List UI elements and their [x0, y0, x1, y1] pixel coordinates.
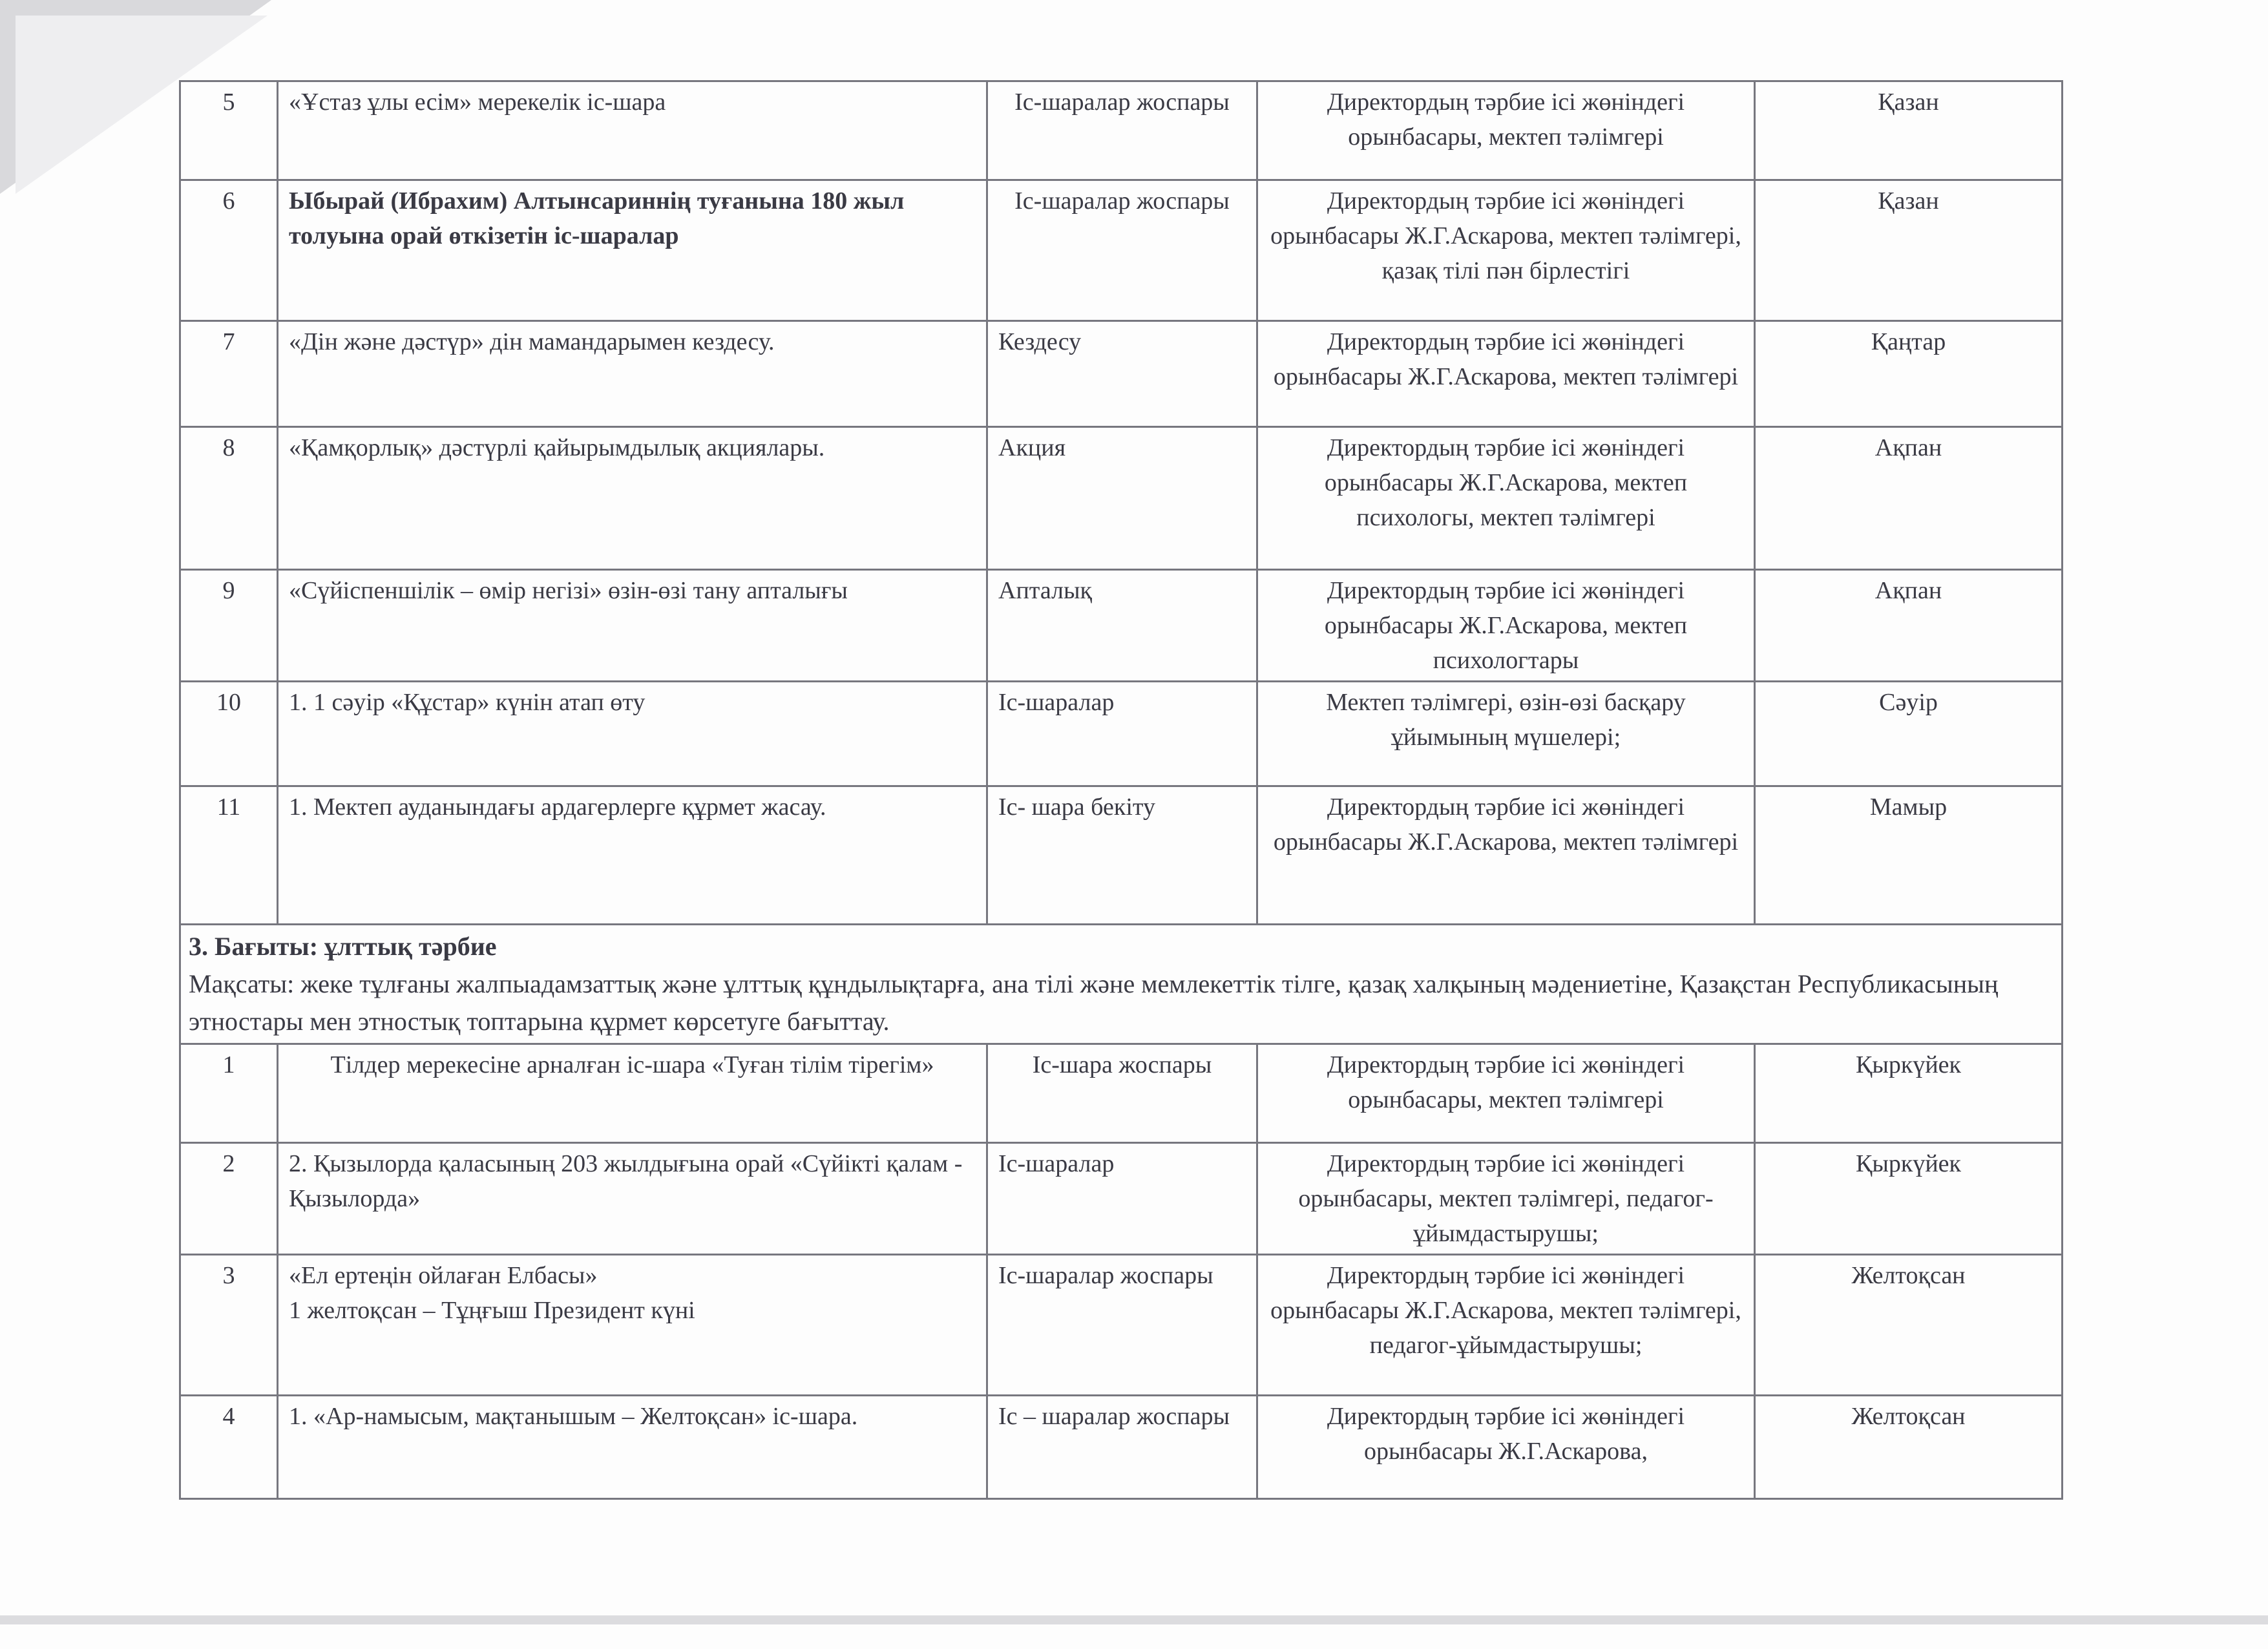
event-form: Іс-шаралар [987, 1143, 1257, 1255]
event-month: Сәуір [1755, 682, 2063, 786]
event-name: «Ұстаз ұлы есім» мерекелік іс-шара [278, 81, 987, 180]
event-name: «Қамқорлық» дәстүрлі қайырымдылық акциялары. [278, 427, 987, 570]
row-number: 10 [180, 682, 278, 786]
row-number: 3 [180, 1255, 278, 1396]
responsible: Мектеп тәлімгері, өзін-өзі басқару ұйымының мүшелері; [1257, 682, 1755, 786]
row-number: 6 [180, 180, 278, 321]
event-month: Мамыр [1755, 786, 2063, 925]
event-name: «Ел ертеңін ойлаған Елбасы» 1 желтоқсан – Тұңғыш Президент күні [278, 1255, 987, 1396]
event-form: Апталық [987, 570, 1257, 682]
scan-edge [0, 1615, 2268, 1624]
responsible: Директордың тәрбие ісі жөніндегі орынбасары Ж.Г.Аскарова, мектеп психологтары [1257, 570, 1755, 682]
table-row [180, 81, 2063, 180]
row-number: 7 [180, 321, 278, 427]
responsible: Директордың тәрбие ісі жөніндегі орынбасары, мектеп тәлімгері, педагог-ұйымдастырушы; [1257, 1143, 1755, 1255]
event-month: Қазан [1755, 81, 2063, 180]
event-month: Қазан [1755, 180, 2063, 321]
event-month: Ақпан [1755, 427, 2063, 570]
event-month: Желтоқсан [1755, 1396, 2063, 1499]
event-month: Қыркүйек [1755, 1143, 2063, 1255]
table-row [180, 1255, 2063, 1396]
event-form: Іс-шаралар жоспары [987, 81, 1257, 180]
responsible: Директордың тәрбие ісі жөніндегі орынбасары Ж.Г.Аскарова, мектеп тәлімгері [1257, 786, 1755, 925]
row-number: 11 [180, 786, 278, 925]
event-name: Тілдер мерекесіне арналған іс-шара «Туған тілім тірегім» [278, 1044, 987, 1143]
event-form: Іс-шаралар жоспары [987, 1255, 1257, 1396]
row-number: 5 [180, 81, 278, 180]
responsible: Директордың тәрбие ісі жөніндегі орынбасары, мектеп тәлімгері [1257, 81, 1755, 180]
responsible: Директордың тәрбие ісі жөніндегі орынбасары Ж.Г.Аскарова, мектеп психологы, мектеп тәлімгері [1257, 427, 1755, 570]
table-row [180, 1143, 2063, 1255]
table-row [180, 682, 2063, 786]
table-row [180, 180, 2063, 321]
section-row [180, 925, 2063, 1044]
row-number: 9 [180, 570, 278, 682]
table-row [180, 1396, 2063, 1499]
row-number: 2 [180, 1143, 278, 1255]
responsible: Директордың тәрбие ісі жөніндегі орынбасары, мектеп тәлімгері [1257, 1044, 1755, 1143]
event-name: «Дін және дәстүр» дін мамандарымен кездесу. [278, 321, 987, 427]
table-row [180, 321, 2063, 427]
responsible: Директордың тәрбие ісі жөніндегі орынбасары Ж.Г.Аскарова, [1257, 1396, 1755, 1499]
event-form: Акция [987, 427, 1257, 570]
table-row [180, 570, 2063, 682]
row-number: 8 [180, 427, 278, 570]
events-table [179, 80, 2063, 1500]
event-name: 1. «Ар-намысым, мақтанышым – Желтоқсан» іс-шара. [278, 1396, 987, 1499]
event-form: Кездесу [987, 321, 1257, 427]
event-form: Іс – шаралар жоспары [987, 1396, 1257, 1499]
table-row [180, 1044, 2063, 1143]
table-row [180, 427, 2063, 570]
responsible: Директордың тәрбие ісі жөніндегі орынбасары Ж.Г.Аскарова, мектеп тәлімгері, педагог-ұйымдастырушы; [1257, 1255, 1755, 1396]
event-name: 2. Қызылорда қаласының 203 жылдығына орай «Сүйікті қалам - Қызылорда» [278, 1143, 987, 1255]
table-row [180, 786, 2063, 925]
event-name: 1. 1 сәуір «Құстар» күнін атап өту [278, 682, 987, 786]
event-month: Желтоқсан [1755, 1255, 2063, 1396]
section-goal: Мақсаты: жеке тұлғаны жалпыадамзаттық және ұлттық құндылықтарға, ана тілі және мемлекеттік тілге, қазақ халқының мәдениетіне, Қазақстан Республикасының этностары мен этностық топтарына құрмет көрсетуге бағыттау. [189, 969, 1999, 1036]
row-number: 4 [180, 1396, 278, 1499]
row-number: 1 [180, 1044, 278, 1143]
event-form: Іс-шаралар жоспары [987, 180, 1257, 321]
event-month: Қыркүйек [1755, 1044, 2063, 1143]
event-form: Іс-шаралар [987, 682, 1257, 786]
event-name: Ыбырай (Ибрахим) Алтынсариннің туғанына 180 жыл толуына орай өткізетін іс-шаралар [278, 180, 987, 321]
section-cell [180, 925, 2063, 1044]
responsible: Директордың тәрбие ісі жөніндегі орынбасары Ж.Г.Аскарова, мектеп тәлімгері [1257, 321, 1755, 427]
event-name: «Сүйіспеншілік – өмір негізі» өзін-өзі тану апталығы [278, 570, 987, 682]
event-month: Қаңтар [1755, 321, 2063, 427]
event-form: Іс-шара жоспары [987, 1044, 1257, 1143]
event-month: Ақпан [1755, 570, 2063, 682]
section-heading: 3. Бағыты: ұлттық тәрбие [189, 932, 497, 961]
event-form: Іс- шара бекіту [987, 786, 1257, 925]
event-name: 1. Мектеп ауданындағы ардагерлерге құрмет жасау. [278, 786, 987, 925]
responsible: Директордың тәрбие ісі жөніндегі орынбасары Ж.Г.Аскарова, мектеп тәлімгері, қазақ тілі пән бірлестігі [1257, 180, 1755, 321]
